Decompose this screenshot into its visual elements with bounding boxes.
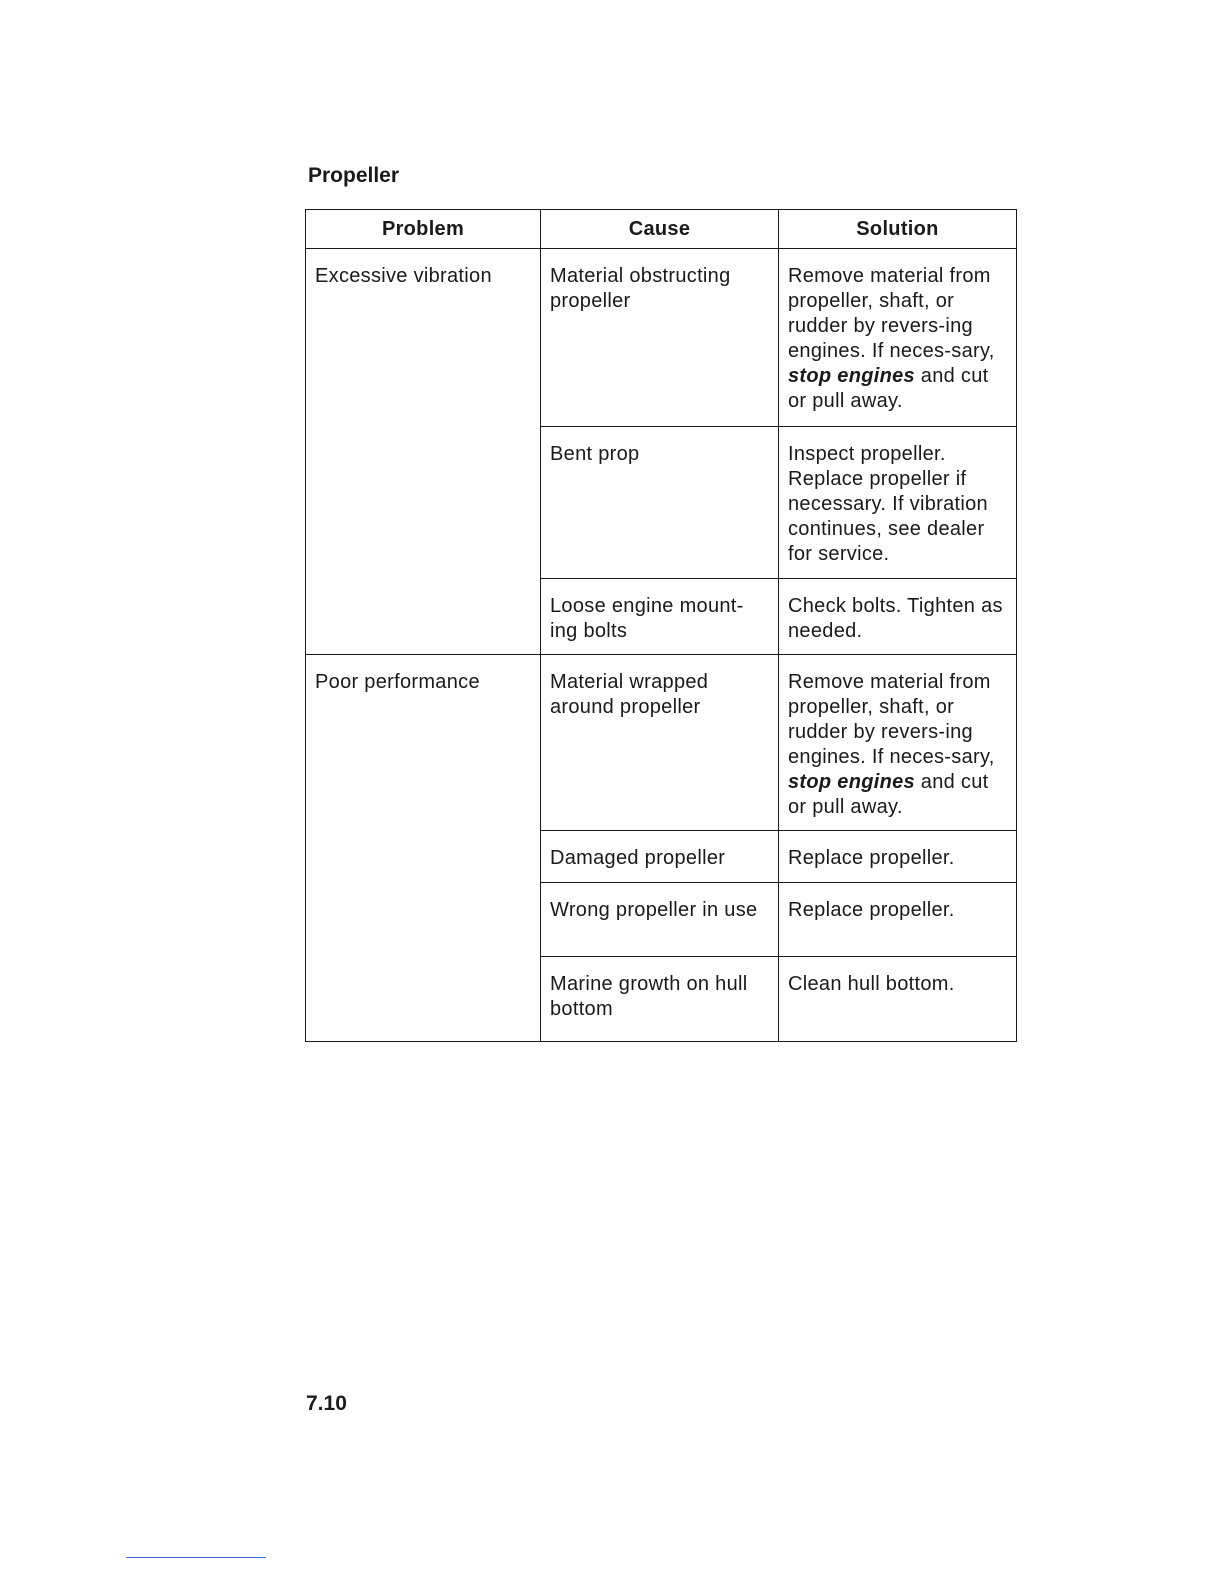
solution-text: Remove material from propeller, shaft, or rudder by revers-ing engines. If neces-sary, bbox=[788, 265, 995, 362]
section-title: Propeller bbox=[308, 164, 400, 187]
header-solution: Solution bbox=[779, 210, 1017, 249]
bottom-rule bbox=[126, 1557, 266, 1558]
cause-cell: Bent prop bbox=[541, 427, 779, 579]
troubleshooting-table bbox=[305, 209, 1017, 1042]
solution-cell: Check bolts. Tighten as needed. bbox=[779, 579, 1017, 655]
solution-cell: Clean hull bottom. bbox=[779, 957, 1017, 1042]
solution-cell: Inspect propeller. Replace propeller if necessary. If vibration continues, see dealer for service. bbox=[779, 427, 1017, 579]
solution-cell bbox=[779, 249, 1017, 427]
cause-cell: Material wrapped around propeller bbox=[541, 655, 779, 831]
solution-cell: Replace propeller. bbox=[779, 831, 1017, 883]
solution-text: Remove material from propeller, shaft, or rudder by revers-ing engines. If neces-sary, bbox=[788, 671, 995, 768]
page-number: 7.10 bbox=[306, 1392, 347, 1415]
table-row bbox=[306, 249, 1017, 427]
cause-cell: Marine growth on hull bottom bbox=[541, 957, 779, 1042]
table-row bbox=[306, 655, 1017, 831]
cause-cell: Material obstructing propeller bbox=[541, 249, 779, 427]
solution-emphasis: stop engines bbox=[788, 365, 915, 387]
problem-cell: Excessive vibration bbox=[306, 249, 541, 655]
solution-cell bbox=[779, 655, 1017, 831]
solution-text: and cut or pull away. bbox=[788, 771, 989, 818]
header-problem: Problem bbox=[306, 210, 541, 249]
problem-cell: Poor performance bbox=[306, 655, 541, 1042]
solution-emphasis: stop engines bbox=[788, 771, 915, 793]
solution-text: and cut or pull away. bbox=[788, 365, 989, 412]
cause-cell: Loose engine mount-ing bolts bbox=[541, 579, 779, 655]
table-header-row bbox=[306, 210, 1017, 249]
cause-cell: Damaged propeller bbox=[541, 831, 779, 883]
header-cause: Cause bbox=[541, 210, 779, 249]
cause-cell: Wrong propeller in use bbox=[541, 883, 779, 957]
solution-cell: Replace propeller. bbox=[779, 883, 1017, 957]
